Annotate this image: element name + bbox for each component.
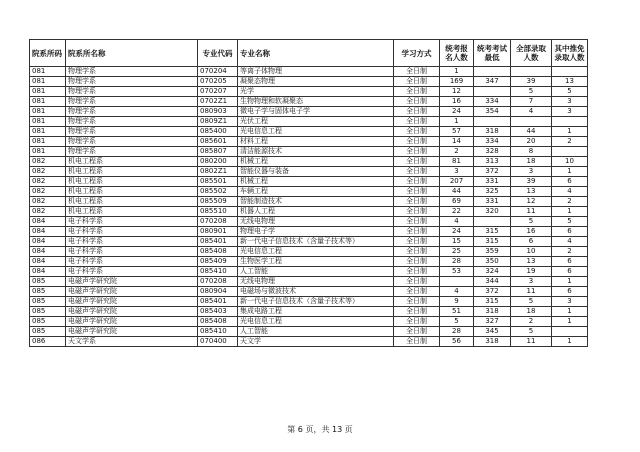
- table-cell: 全日制: [394, 217, 440, 227]
- table-cell: 6: [552, 267, 588, 277]
- table-cell: 372: [474, 287, 511, 297]
- table-cell: 电磁声学研究院: [66, 287, 198, 297]
- table-cell: 6: [552, 177, 588, 187]
- table-cell: 69: [440, 197, 474, 207]
- table-cell: 全日制: [394, 337, 440, 347]
- table-cell: 0702Z1: [198, 97, 238, 107]
- table-cell: 318: [474, 307, 511, 317]
- table-cell: 082: [30, 207, 66, 217]
- table-cell: 11: [511, 337, 552, 347]
- table-cell: 新一代电子信息技术（含量子技术等）: [238, 237, 394, 247]
- table-cell: 车辆工程: [238, 187, 394, 197]
- header-row: [30, 40, 588, 67]
- table-row: [30, 67, 588, 77]
- table-cell: 全日制: [394, 327, 440, 337]
- table-cell: 物理学系: [66, 127, 198, 137]
- table-row: [30, 307, 588, 317]
- table-cell: 全日制: [394, 247, 440, 257]
- table-cell: 电子科学系: [66, 217, 198, 227]
- table-cell: 085403: [198, 307, 238, 317]
- table-cell: 1: [440, 117, 474, 127]
- table-cell: 24: [440, 107, 474, 117]
- table-cell: 18: [511, 307, 552, 317]
- table-cell: 6: [511, 237, 552, 247]
- table-cell: 15: [440, 237, 474, 247]
- column-header: 其中推免录取人数: [552, 40, 588, 67]
- table-cell: 全日制: [394, 287, 440, 297]
- page-footer: 第 6 页，共 13 页: [287, 425, 353, 434]
- table-row: [30, 217, 588, 227]
- table-cell: 光学: [238, 87, 394, 97]
- table-cell: 081: [30, 87, 66, 97]
- table-cell: 全日制: [394, 77, 440, 87]
- table-cell: 4: [511, 107, 552, 117]
- table-cell: 12: [440, 87, 474, 97]
- table-cell: 13: [511, 257, 552, 267]
- table-cell: 4: [440, 217, 474, 227]
- table-cell: 085509: [198, 197, 238, 207]
- table-cell: 1: [552, 317, 588, 327]
- table-cell: 6: [552, 287, 588, 297]
- table-cell: 3: [440, 167, 474, 177]
- table-cell: 085410: [198, 327, 238, 337]
- table-cell: 082: [30, 157, 66, 167]
- table-cell: [552, 67, 588, 77]
- table-cell: 082: [30, 197, 66, 207]
- table-row: [30, 87, 588, 97]
- table-row: [30, 97, 588, 107]
- table-cell: 全日制: [394, 187, 440, 197]
- table-row: [30, 277, 588, 287]
- table-cell: 2: [552, 137, 588, 147]
- table-cell: [552, 327, 588, 337]
- table-body: [30, 67, 588, 347]
- table-cell: 082: [30, 187, 66, 197]
- table-cell: 085408: [198, 317, 238, 327]
- table-cell: 1: [552, 277, 588, 287]
- table-cell: 18: [511, 157, 552, 167]
- table-cell: 8: [511, 147, 552, 157]
- table-cell: 10: [511, 247, 552, 257]
- table-cell: 微电子学与固体电子学: [238, 107, 394, 117]
- table-cell: 3: [511, 167, 552, 177]
- table-cell: 081: [30, 67, 66, 77]
- table-cell: 344: [474, 277, 511, 287]
- table-cell: 085: [30, 277, 66, 287]
- table-cell: 084: [30, 267, 66, 277]
- table-cell: 4: [552, 187, 588, 197]
- table-cell: [552, 117, 588, 127]
- table-cell: 081: [30, 127, 66, 137]
- table-cell: 新一代电子信息技术（含量子技术等）: [238, 297, 394, 307]
- table-cell: 全日制: [394, 277, 440, 287]
- table-cell: 070208: [198, 217, 238, 227]
- table-cell: 318: [474, 127, 511, 137]
- table-cell: 1: [440, 67, 474, 77]
- table-cell: 080904: [198, 287, 238, 297]
- table-cell: 全日制: [394, 257, 440, 267]
- table-cell: 全日制: [394, 87, 440, 97]
- table-cell: 070400: [198, 337, 238, 347]
- admissions-table: [29, 39, 588, 347]
- table-cell: 51: [440, 307, 474, 317]
- table-row: [30, 77, 588, 87]
- table-cell: 全日制: [394, 67, 440, 77]
- table-cell: 电子科学系: [66, 227, 198, 237]
- table-cell: 085400: [198, 127, 238, 137]
- table-cell: 电子科学系: [66, 267, 198, 277]
- table-cell: 全日制: [394, 227, 440, 237]
- table-cell: 14: [440, 137, 474, 147]
- table-cell: 324: [474, 267, 511, 277]
- table-row: [30, 317, 588, 327]
- table-cell: 085401: [198, 297, 238, 307]
- table-cell: 16: [511, 227, 552, 237]
- table-cell: 11: [511, 287, 552, 297]
- table-cell: 354: [474, 107, 511, 117]
- table-cell: 光电信息工程: [238, 127, 394, 137]
- table-cell: 313: [474, 157, 511, 167]
- table-cell: 全日制: [394, 137, 440, 147]
- table-cell: 集成电路工程: [238, 307, 394, 317]
- table-cell: 070208: [198, 277, 238, 287]
- table-cell: 081: [30, 147, 66, 157]
- table-cell: 085501: [198, 177, 238, 187]
- table-cell: 全日制: [394, 267, 440, 277]
- table-cell: 电磁场与微波技术: [238, 287, 394, 297]
- table-row: [30, 287, 588, 297]
- table-cell: 318: [474, 337, 511, 347]
- table-cell: 电子科学系: [66, 247, 198, 257]
- table-cell: 2: [552, 197, 588, 207]
- table-cell: 全日制: [394, 177, 440, 187]
- table-cell: 物理学系: [66, 147, 198, 157]
- table-cell: 28: [440, 257, 474, 267]
- table-cell: 5: [440, 317, 474, 327]
- table-row: [30, 257, 588, 267]
- table-row: [30, 157, 588, 167]
- table-cell: 085: [30, 287, 66, 297]
- table-cell: 5: [552, 217, 588, 227]
- table-cell: [511, 117, 552, 127]
- table-cell: 2: [440, 147, 474, 157]
- table-cell: 物理学系: [66, 137, 198, 147]
- table-cell: 机电工程系: [66, 197, 198, 207]
- table-row: [30, 267, 588, 277]
- table-cell: 359: [474, 247, 511, 257]
- table-row: [30, 177, 588, 187]
- table-cell: 085: [30, 327, 66, 337]
- table-cell: 光电信息工程: [238, 317, 394, 327]
- column-header: 统考报名人数: [440, 40, 474, 67]
- table-cell: 13: [552, 77, 588, 87]
- table-cell: 350: [474, 257, 511, 267]
- table-cell: 331: [474, 177, 511, 187]
- table-cell: 331: [474, 197, 511, 207]
- table-cell: 无线电物理: [238, 217, 394, 227]
- table-cell: 机电工程系: [66, 157, 198, 167]
- table-cell: 328: [474, 147, 511, 157]
- table-cell: 53: [440, 267, 474, 277]
- table-cell: 5: [552, 87, 588, 97]
- table-cell: 智能制造技术: [238, 197, 394, 207]
- table-cell: 全日制: [394, 297, 440, 307]
- table-cell: 物理学系: [66, 97, 198, 107]
- table-cell: 325: [474, 187, 511, 197]
- table-cell: 机电工程系: [66, 177, 198, 187]
- table-cell: 全日制: [394, 117, 440, 127]
- table-cell: 5: [511, 217, 552, 227]
- table-cell: 081: [30, 107, 66, 117]
- table-cell: 物理学系: [66, 67, 198, 77]
- table-cell: 3: [552, 297, 588, 307]
- table-cell: 生物物理和软凝聚态: [238, 97, 394, 107]
- table-cell: 081: [30, 137, 66, 147]
- table-row: [30, 327, 588, 337]
- table-cell: 080903: [198, 107, 238, 117]
- column-header: 院系所码: [30, 40, 66, 67]
- table-cell: 081: [30, 97, 66, 107]
- table-cell: 327: [474, 317, 511, 327]
- table-cell: 085410: [198, 267, 238, 277]
- table-cell: 082: [30, 177, 66, 187]
- table-cell: 085502: [198, 187, 238, 197]
- table-cell: [440, 277, 474, 287]
- table-cell: 物理学系: [66, 107, 198, 117]
- table-cell: 084: [30, 257, 66, 267]
- table-cell: 080200: [198, 157, 238, 167]
- table-cell: 人工智能: [238, 327, 394, 337]
- table-cell: 6: [552, 257, 588, 267]
- table-cell: 全日制: [394, 167, 440, 177]
- table-header: [30, 40, 588, 67]
- table-cell: 24: [440, 227, 474, 237]
- table-row: [30, 227, 588, 237]
- table-cell: 1: [552, 337, 588, 347]
- table-cell: 物理电子学: [238, 227, 394, 237]
- table-cell: 57: [440, 127, 474, 137]
- table-cell: 39: [511, 77, 552, 87]
- table-cell: 3: [552, 107, 588, 117]
- table-cell: 44: [511, 127, 552, 137]
- table-cell: 人工智能: [238, 267, 394, 277]
- table-cell: 全日制: [394, 107, 440, 117]
- table-cell: 3: [552, 97, 588, 107]
- table-cell: 070205: [198, 77, 238, 87]
- table-cell: 081: [30, 77, 66, 87]
- table-cell: 物理学系: [66, 77, 198, 87]
- table-cell: 084: [30, 217, 66, 227]
- table-row: [30, 197, 588, 207]
- table-cell: 电磁声学研究院: [66, 307, 198, 317]
- table-cell: 1: [552, 307, 588, 317]
- table-row: [30, 147, 588, 157]
- table-cell: 10: [552, 157, 588, 167]
- table-cell: 2: [552, 247, 588, 257]
- table-row: [30, 117, 588, 127]
- table-cell: [552, 147, 588, 157]
- table-cell: 56: [440, 337, 474, 347]
- table-cell: 315: [474, 237, 511, 247]
- table-cell: 智能仪器与装备: [238, 167, 394, 177]
- table-cell: [511, 67, 552, 77]
- table-cell: 81: [440, 157, 474, 167]
- table-cell: 天文学: [238, 337, 394, 347]
- table-cell: 070204: [198, 67, 238, 77]
- table-cell: 085: [30, 307, 66, 317]
- table-cell: 物理学系: [66, 117, 198, 127]
- table-cell: 086: [30, 337, 66, 347]
- table-cell: 345: [474, 327, 511, 337]
- table-cell: 9: [440, 297, 474, 307]
- table-cell: 无线电物理: [238, 277, 394, 287]
- table-row: [30, 237, 588, 247]
- table-cell: 070207: [198, 87, 238, 97]
- table-cell: 1: [552, 167, 588, 177]
- table-cell: 全日制: [394, 147, 440, 157]
- table-cell: 电磁声学研究院: [66, 327, 198, 337]
- table-cell: 085409: [198, 257, 238, 267]
- table-cell: 凝聚态物理: [238, 77, 394, 87]
- table-cell: 11: [511, 207, 552, 217]
- table-cell: 082: [30, 167, 66, 177]
- table-row: [30, 127, 588, 137]
- table-cell: 电磁声学研究院: [66, 317, 198, 327]
- table-cell: 5: [511, 327, 552, 337]
- table-cell: 084: [30, 227, 66, 237]
- table-row: [30, 107, 588, 117]
- table-cell: 0809Z1: [198, 117, 238, 127]
- column-header: 院系所名称: [66, 40, 198, 67]
- table-cell: 材料工程: [238, 137, 394, 147]
- table-cell: 3: [511, 277, 552, 287]
- table-cell: 12: [511, 197, 552, 207]
- table-cell: 5: [511, 87, 552, 97]
- table-cell: 081: [30, 117, 66, 127]
- table-cell: 320: [474, 207, 511, 217]
- table-row: [30, 247, 588, 257]
- table-cell: 13: [511, 187, 552, 197]
- table-cell: 电子科学系: [66, 237, 198, 247]
- table-row: [30, 167, 588, 177]
- table-cell: 6: [552, 227, 588, 237]
- table-cell: [474, 217, 511, 227]
- column-header: 学习方式: [394, 40, 440, 67]
- table-cell: 等离子体物理: [238, 67, 394, 77]
- table-cell: 44: [440, 187, 474, 197]
- table-cell: 4: [552, 237, 588, 247]
- column-header: 专业代码: [198, 40, 238, 67]
- table-cell: 电子科学系: [66, 257, 198, 267]
- table-cell: 机械工程: [238, 177, 394, 187]
- table-cell: 全日制: [394, 197, 440, 207]
- column-header: 统考考试最低: [474, 40, 511, 67]
- table-cell: 315: [474, 297, 511, 307]
- table-cell: 物理学系: [66, 87, 198, 97]
- table-row: [30, 337, 588, 347]
- table-cell: 全日制: [394, 157, 440, 167]
- table-cell: 372: [474, 167, 511, 177]
- table-cell: 28: [440, 327, 474, 337]
- table-cell: 7: [511, 97, 552, 107]
- table-cell: 169: [440, 77, 474, 87]
- table-cell: 电磁声学研究院: [66, 277, 198, 287]
- table-cell: 电磁声学研究院: [66, 297, 198, 307]
- table-cell: 315: [474, 227, 511, 237]
- table-row: [30, 187, 588, 197]
- table-cell: 20: [511, 137, 552, 147]
- table-cell: 4: [440, 287, 474, 297]
- table-cell: 全日制: [394, 307, 440, 317]
- table-cell: 全日制: [394, 97, 440, 107]
- table-cell: 机器人工程: [238, 207, 394, 217]
- table-cell: 生物医学工程: [238, 257, 394, 267]
- table-row: [30, 137, 588, 147]
- table-cell: 085601: [198, 137, 238, 147]
- table-cell: 25: [440, 247, 474, 257]
- table-cell: 085408: [198, 247, 238, 257]
- table-cell: 085807: [198, 147, 238, 157]
- table-cell: [474, 87, 511, 97]
- table-cell: 080901: [198, 227, 238, 237]
- table-cell: 334: [474, 97, 511, 107]
- table-cell: 全日制: [394, 237, 440, 247]
- table-cell: 5: [511, 297, 552, 307]
- table-cell: 207: [440, 177, 474, 187]
- table-cell: [474, 117, 511, 127]
- table-cell: 085: [30, 297, 66, 307]
- table-cell: 1: [552, 207, 588, 217]
- table-cell: 全日制: [394, 127, 440, 137]
- table-cell: [474, 67, 511, 77]
- table-cell: 2: [511, 317, 552, 327]
- table-cell: 334: [474, 137, 511, 147]
- table-cell: 085510: [198, 207, 238, 217]
- table-cell: 机电工程系: [66, 207, 198, 217]
- table-cell: 光伏工程: [238, 117, 394, 127]
- table-cell: 22: [440, 207, 474, 217]
- table-cell: 天文学系: [66, 337, 198, 347]
- table-cell: 347: [474, 77, 511, 87]
- table-row: [30, 297, 588, 307]
- table-cell: 084: [30, 237, 66, 247]
- table-cell: 清洁能源技术: [238, 147, 394, 157]
- table-cell: 光电信息工程: [238, 247, 394, 257]
- table-cell: 机械工程: [238, 157, 394, 167]
- table-cell: 全日制: [394, 207, 440, 217]
- table-cell: 084: [30, 247, 66, 257]
- table-cell: 机电工程系: [66, 167, 198, 177]
- table-cell: 085401: [198, 237, 238, 247]
- table-cell: 1: [552, 127, 588, 137]
- table-cell: 19: [511, 267, 552, 277]
- table-cell: 机电工程系: [66, 187, 198, 197]
- column-header: 全部录取人数: [511, 40, 552, 67]
- table-cell: 全日制: [394, 317, 440, 327]
- table-cell: 16: [440, 97, 474, 107]
- table-row: [30, 207, 588, 217]
- column-header: 专业名称: [238, 40, 394, 67]
- table-cell: 0802Z1: [198, 167, 238, 177]
- table-cell: 39: [511, 177, 552, 187]
- table-cell: 085: [30, 317, 66, 327]
